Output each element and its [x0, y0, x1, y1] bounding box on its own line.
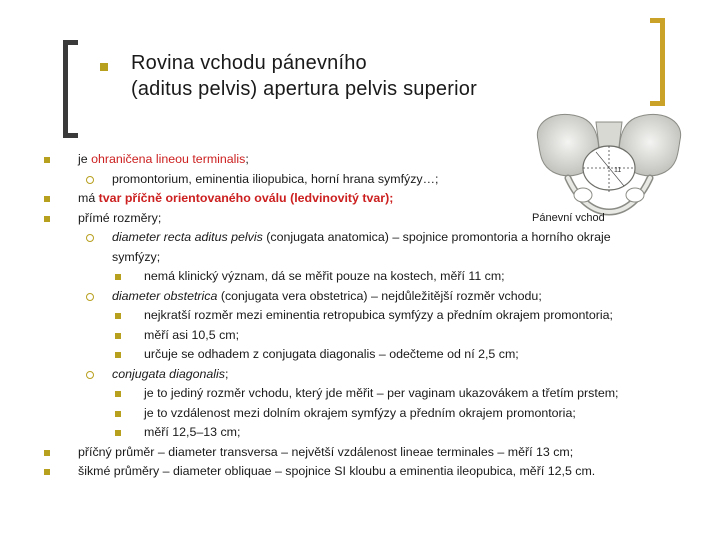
list-item: diameter recta aditus pelvis (conjugata anatomica) – spojnice promontoria a horního okraje	[0, 228, 720, 248]
list-item: měří 12,5–13 cm;	[0, 423, 720, 443]
title-line-1: Rovina vchodu pánevního	[131, 52, 367, 74]
list-item: nemá klinický význam, dá se měřit pouze na kostech, měří 11 cm;	[0, 267, 720, 287]
list-item: conjugata diagonalis;	[0, 365, 720, 385]
list-item: je to jediný rozměr vchodu, který jde měřit – per vaginam ukazovákem a třetím prstem;	[0, 384, 720, 404]
bullet-square-icon	[115, 411, 121, 417]
title-bracket-left	[63, 40, 78, 138]
list-item: nejkratší rozměr mezi eminentia retropubica symfýzy a předním okrajem promontoria;	[0, 306, 720, 326]
title-bullet-icon	[100, 63, 108, 71]
list-item: diameter obstetrica (conjugata vera obstetrica) – nejdůležitější rozměr vchodu;	[0, 287, 720, 307]
slide-body	[0, 150, 720, 482]
list-item: má tvar příčně orientovaného oválu (ledvinovitý tvar);	[0, 189, 720, 209]
bullet-square-icon	[115, 430, 121, 436]
bullet-square-icon	[115, 313, 121, 319]
bullet-square-icon	[44, 450, 50, 456]
bullet-square-icon	[115, 391, 121, 397]
list-item: příčný průměr – diameter transversa – největší vzdálenost lineae terminales – měří 13 cm;	[0, 443, 720, 463]
list-item: je to vzdálenost mezi dolním okrajem symfýzy a předním okrajem promontoria;	[0, 404, 720, 424]
bullet-square-icon	[115, 333, 121, 339]
bullet-circle-icon	[86, 371, 94, 379]
title-bracket-right	[650, 18, 665, 106]
title-line-2: (aditus pelvis) apertura pelvis superior	[131, 78, 477, 100]
bullet-square-icon	[44, 469, 50, 475]
list-item: měří asi 10,5 cm;	[0, 326, 720, 346]
list-item: přímé rozměry;	[0, 209, 720, 229]
figure-caption: Pánevní vchod	[532, 212, 605, 224]
bullet-circle-icon	[86, 176, 94, 184]
list-item: určuje se odhadem z conjugata diagonalis – odečteme od ní 2,5 cm;	[0, 345, 720, 365]
bullet-square-icon	[44, 216, 50, 222]
bullet-square-icon	[44, 157, 50, 163]
slide-title	[131, 50, 591, 102]
bullet-circle-icon	[86, 293, 94, 301]
bullet-square-icon	[115, 352, 121, 358]
list-item: promontorium, eminentia iliopubica, horní hrana symfýzy…;	[0, 170, 720, 190]
list-item: je ohraničena lineou terminalis;	[0, 150, 720, 170]
list-item: šikmé průměry – diameter obliquae – spojnice SI kloubu a eminentia ileopubica, měří 12,5 cm.	[0, 462, 720, 482]
list-item-continuation: symfýzy;	[112, 249, 161, 264]
bullet-square-icon	[44, 196, 50, 202]
bullet-circle-icon	[86, 234, 94, 242]
figure-label: 11	[614, 167, 622, 174]
bullet-square-icon	[115, 274, 121, 280]
